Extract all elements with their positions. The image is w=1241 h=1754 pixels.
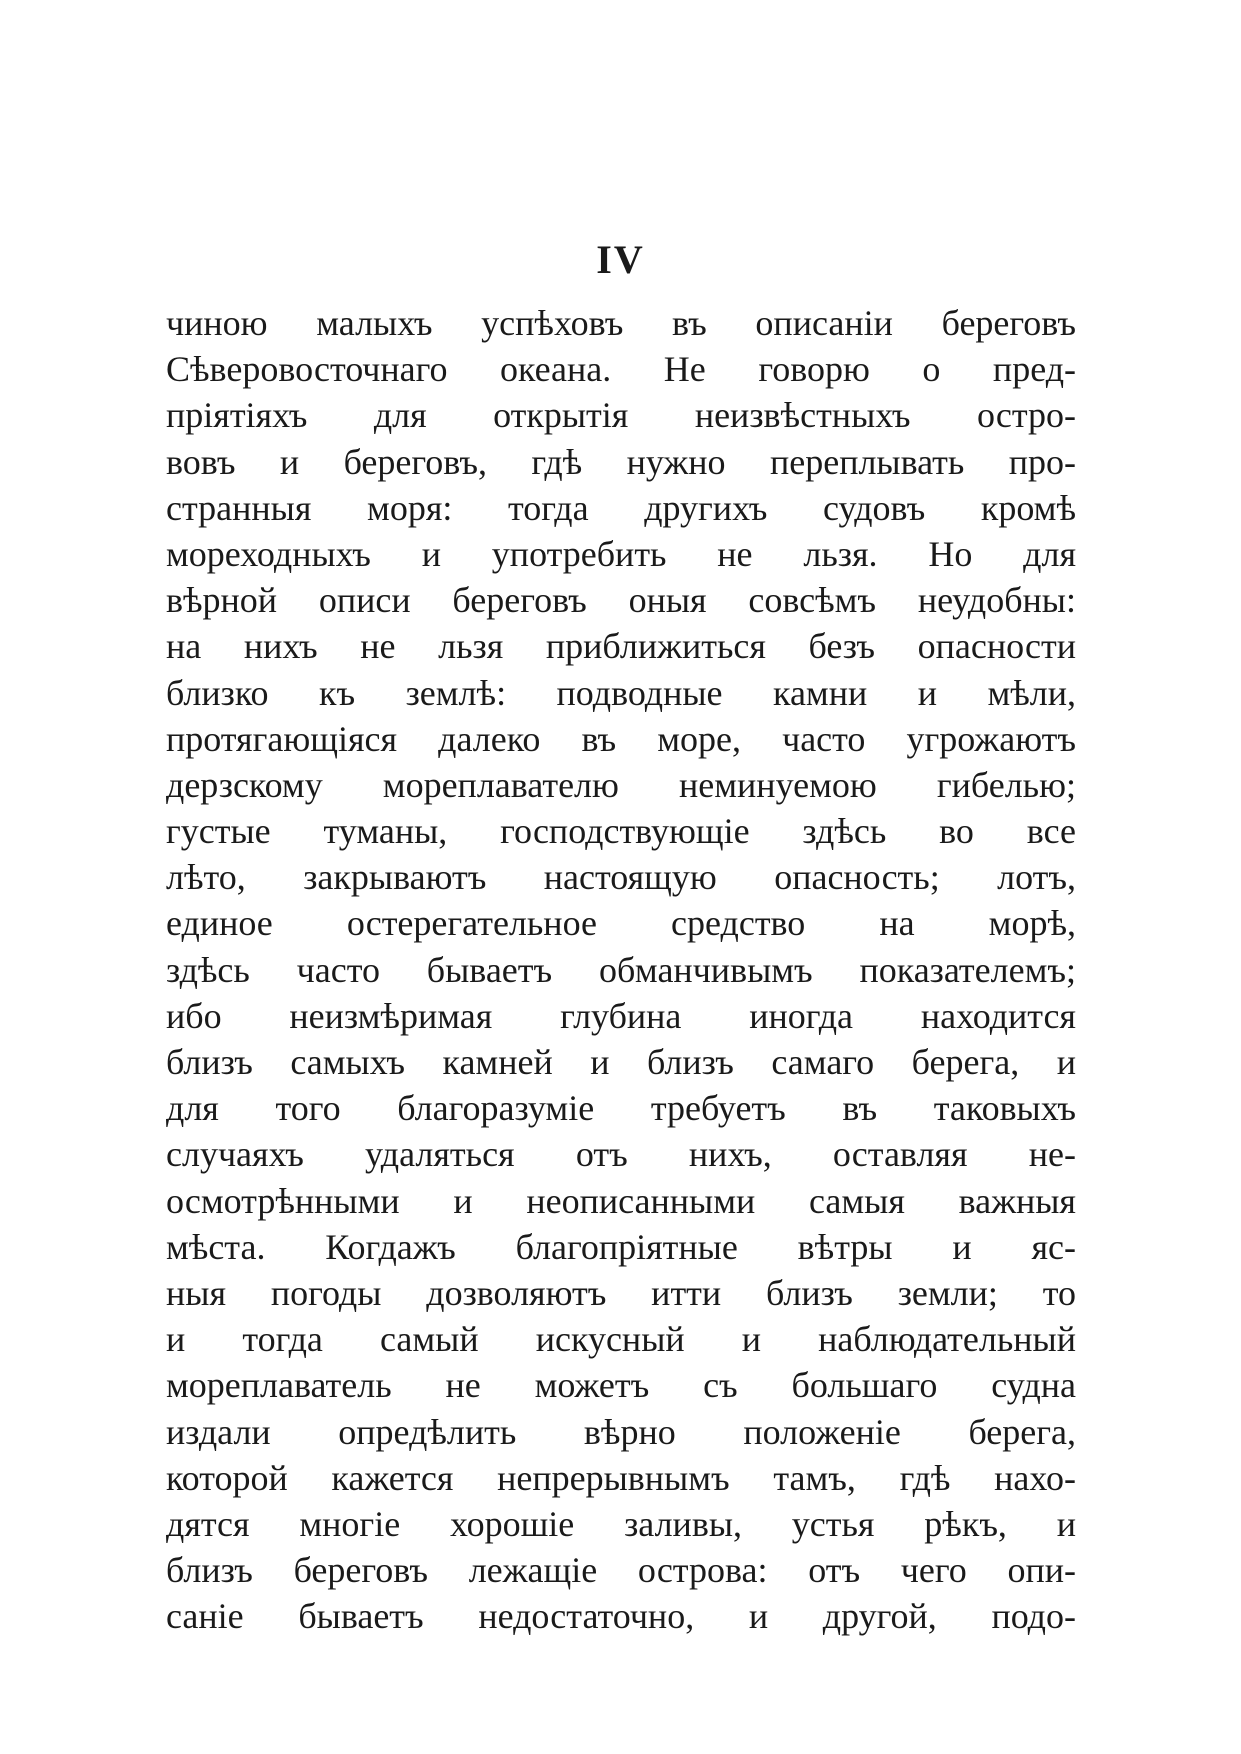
text-line: ибо неизмѣримая глубина иногда находится [166,995,1076,1036]
text-line: Сѣверовосточнаго океана. Не говорю о пред- [166,349,1076,390]
text-line: дятся многіе хорошіе заливы, устья рѣкъ, и [166,1503,1076,1544]
text-line: вѣрной описи береговъ оныя совсѣмъ неудобны: [166,580,1076,621]
body-text [166,300,1076,1639]
page-number: IV [596,237,645,282]
text-line: мѣста. Когдажъ благопріятные вѣтры и яс- [166,1226,1076,1267]
text-line: единое остерегательное средство на морѣ, [166,903,1076,944]
text-line: близъ самыхъ камней и близъ самаго берега, и [166,1042,1076,1082]
text-line: густые туманы, господствующіе здѣсь во все [166,811,1076,852]
text-line: странныя моря: тогда другихъ судовъ кромѣ [166,487,1076,528]
text-line: близко къ землѣ: подводные камни и мѣли, [166,672,1076,713]
text-line: и тогда самый искусный и наблюдательный [166,1319,1076,1360]
text-line: случаяхъ удаляться отъ нихъ, оставляя не- [166,1134,1076,1175]
text-line: мореходныхъ и употребить не льзя. Но для [166,533,1076,574]
text-line: издали опредѣлить вѣрно положеніе берега, [166,1411,1076,1452]
text-line: саніе бываетъ недостаточно, и другой, подо- [166,1596,1076,1637]
text-line: на нихъ не льзя приближиться безъ опасности [166,626,1076,667]
text-line: вовъ и береговъ, гдѣ нужно переплывать про- [166,441,1076,482]
text-line: ныя погоды дозволяютъ итти близъ земли; то [166,1272,1076,1313]
text-line: осмотрѣнными и неописанными самыя важныя [166,1180,1076,1221]
text-line: мореплаватель не можетъ съ большаго судна [166,1365,1076,1406]
text-line: дерзскому мореплавателю неминуемою гибелью; [166,764,1076,805]
text-line: чиною малыхъ успѣховъ въ описаніи береговъ [166,303,1076,343]
text-line: протягающіяся далеко въ море, часто угрожаютъ [166,718,1076,759]
text-line: лѣто, закрываютъ настоящую опасность; лотъ, [166,857,1076,898]
text-line: для того благоразуміе требуетъ въ таковыхъ [166,1088,1076,1129]
text-line: здѣсь часто бываетъ обманчивымъ показателемъ; [166,949,1076,990]
text-line: которой кажется непрерывнымъ тамъ, гдѣ нахо- [166,1457,1076,1498]
text-line: пріятіяхъ для открытія неизвѣстныхъ остро- [166,395,1076,436]
text-line: близъ береговъ лежащіе острова: отъ чего опи- [166,1550,1076,1591]
